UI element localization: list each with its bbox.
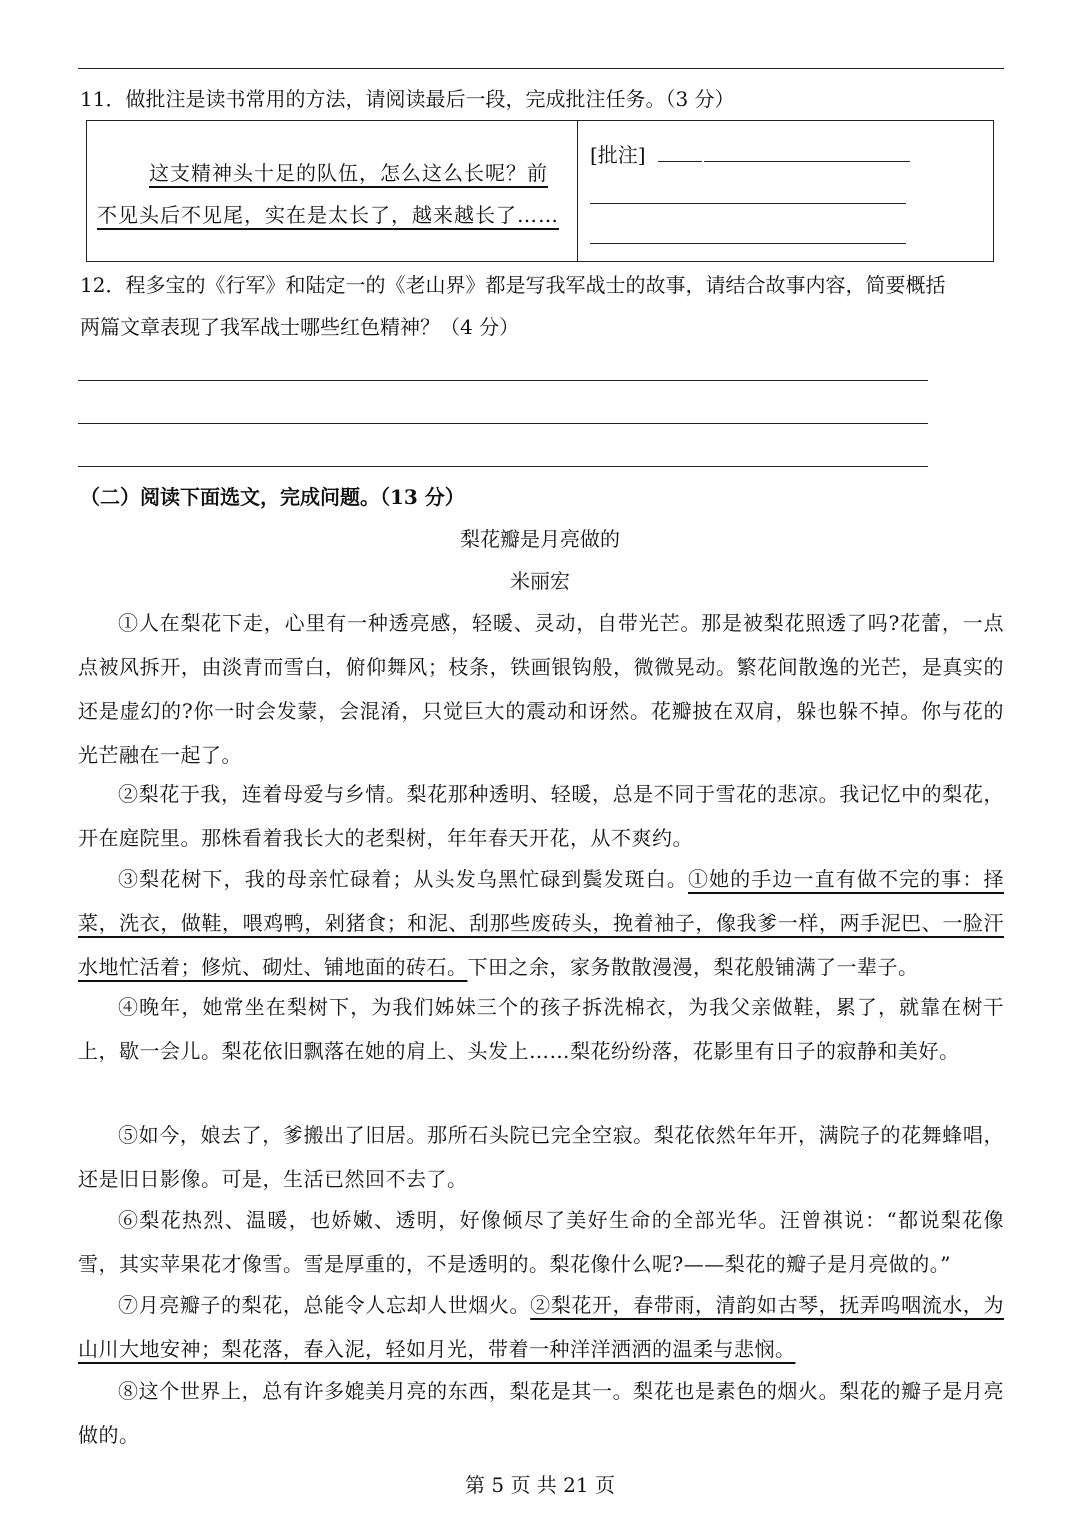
- page-footer: 第 5 页 共 21 页: [465, 1473, 615, 1497]
- paragraph-1: ①人在梨花下走，心里有一种透亮感，轻暖、灵动，自带光芒。那是被梨花照透了吗?花蕾，一点点被风拆开，由淡青而雪白，俯仰舞风；枝条，铁画银钩般，微微晃动。繁花间散逸的光芒，是真实的还是虚幻的?你一时会发蒙，会混淆，只觉巨大的震动和讶然。花瓣披在双肩，躲也躲不掉。你与花的光芒融在一起了。: [78, 611, 1004, 767]
- section-heading: （二）阅读下面选文，完成问题。（13 分）: [80, 485, 465, 509]
- answer-line-2[interactable]: [78, 423, 928, 424]
- underlined-sentence-1: ①她的手边一直有做不完的事：择菜，洗衣，做鞋，喂鸡鸭，剁猪食；和泥、刮那些废砖头，挽着袖子，像我爹一样，两手泥巴、一脸汗水地忙活着；修炕、砌灶、铺地面的砖石。: [78, 867, 1005, 979]
- underlined-sentence-2: ②梨花开，春带雨，清韵如古琴，抚弄呜咽流水，为山川大地安神；梨花落，春入泥，轻如月光，带着一种洋洋洒洒的温柔与悲悯。: [78, 1293, 1005, 1361]
- annotation-line-2[interactable]: [590, 203, 906, 204]
- annotation-line-1[interactable]: [704, 161, 910, 162]
- annotation-line-3[interactable]: [590, 243, 906, 244]
- paragraph-8: ⑧这个世界上，总有许多媲美月亮的东西，梨花是其一。梨花也是素色的烟火。梨花的瓣子是月亮做的。: [78, 1379, 1004, 1447]
- top-rule: [78, 68, 1004, 69]
- article-title: 梨花瓣是月亮做的: [460, 527, 620, 551]
- annotation-cell: [578, 121, 994, 262]
- paragraph-7: [78, 1283, 1004, 1371]
- passage-cell: [87, 121, 578, 262]
- passage-line-1: 这支精神头十足的队伍，怎么这么长呢？前: [149, 161, 548, 185]
- answer-line-3[interactable]: [78, 466, 928, 467]
- paragraph-3: [78, 857, 1004, 989]
- passage-line-2: 不见头后不见尾，实在是太长了，越来越长了……: [97, 203, 559, 227]
- paragraph-7-lead: ⑦月亮瓣子的梨花，总能令人忘却人世烟火。: [118, 1293, 531, 1317]
- question-12-line-1: 12．程多宝的《行军》和陆定一的《老山界》都是写我军战士的故事，请结合故事内容，简要概括: [80, 273, 946, 297]
- paragraph-3-lead: ③梨花树下，我的母亲忙碌着；从头发乌黑忙碌到鬓发斑白。: [118, 867, 688, 891]
- annotation-label: [批注]: [590, 143, 646, 167]
- question-12-line-2: 两篇文章表现了我军战士哪些红色精神？（4 分）: [80, 315, 520, 339]
- answer-line-1[interactable]: [78, 380, 928, 381]
- article-author: 米丽宏: [510, 569, 570, 593]
- paragraph-4: ④晚年，她常坐在梨树下，为我们姊妹三个的孩子拆洗棉衣，为我父亲做鞋，累了，就靠在树干上，歇一会儿。梨花依旧飘落在她的肩上、头发上……梨花纷纷落，花影里有日子的寂静和美好。: [78, 995, 1004, 1063]
- question-11: 11．做批注是读书常用的方法，请阅读最后一段，完成批注任务。（3 分）: [80, 87, 735, 111]
- paragraph-3-tail: 下田之余，家务散散漫漫，梨花般铺满了一辈子。: [467, 955, 919, 979]
- paragraph-5: ⑤如今，娘去了，爹搬出了旧居。那所石头院已完全空寂。梨花依然年年开，满院子的花舞蜂唱，还是旧日影像。可是，生活已然回不去了。: [78, 1123, 1004, 1191]
- paragraph-6: ⑥梨花热烈、温暖，也娇嫩、透明，好像倾尽了美好生命的全部光华。汪曾祺说：“都说梨花像雪，其实苹果花才像雪。雪是厚重的，不是透明的。梨花像什么呢?——梨花的瓣子是月亮做的。”: [78, 1208, 1004, 1276]
- annotation-line-short[interactable]: [658, 161, 702, 162]
- paragraph-2: ②梨花于我，连着母爱与乡情。梨花那种透明、轻暖，总是不同于雪花的悲凉。我记忆中的梨花，开在庭院里。那株看着我长大的老梨树，年年春天开花，从不爽约。: [78, 782, 1004, 850]
- annotation-table: [86, 120, 994, 262]
